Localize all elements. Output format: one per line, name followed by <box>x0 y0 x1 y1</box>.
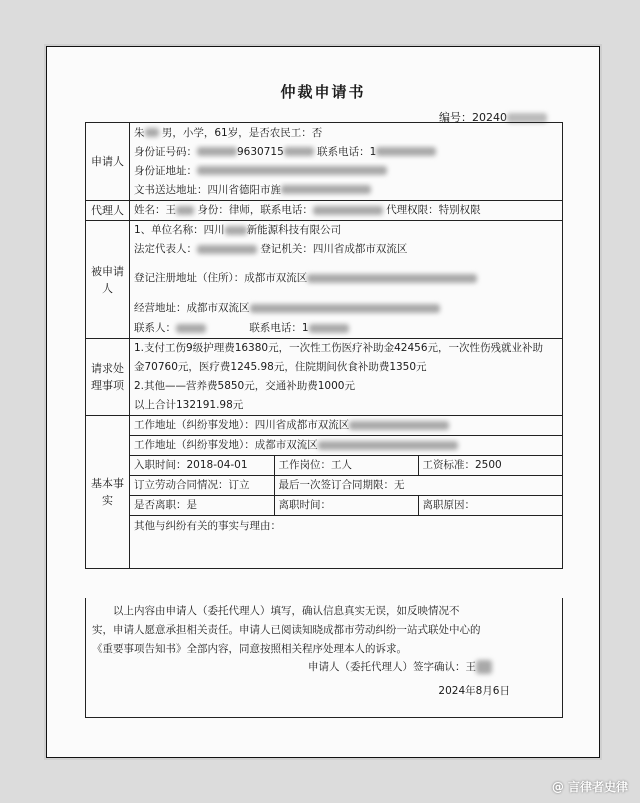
id-number-partial: 9630715 <box>237 145 284 158</box>
work-address-row-2 <box>130 436 562 456</box>
work-address-row-1 <box>130 416 562 436</box>
wage-value: 2500 <box>475 459 502 471</box>
redaction-blur <box>197 147 237 156</box>
legal-rep-label: 法定代表人： <box>134 243 197 255</box>
number-value: 20240 <box>472 111 507 124</box>
work-address-value-1: 四川省成都市双流区 <box>254 419 350 431</box>
position-cell <box>274 456 418 476</box>
redaction-blur <box>250 304 440 313</box>
resigned-cell <box>130 496 274 516</box>
redaction-blur <box>176 206 194 215</box>
redaction-blur <box>309 324 349 333</box>
id-number-label: 身份证号码： <box>134 145 197 158</box>
redaction-blur <box>376 147 436 156</box>
resigned-label: 是否离职： <box>134 499 187 511</box>
delivery-address-value: 四川省德阳市旌 <box>207 183 281 196</box>
registered-address: 登记注册地址（住所）：成都市双流区 <box>134 272 308 284</box>
agent-name: 姓名：王 <box>134 204 176 216</box>
redaction-blur <box>281 185 371 194</box>
business-address: 经营地址：成都市双流区 <box>134 302 250 314</box>
id-address-label: 身份证地址： <box>134 164 197 177</box>
redaction-blur <box>318 441 458 450</box>
contact-phone-partial: 1 <box>301 322 309 334</box>
arbitration-form-table <box>85 122 563 569</box>
agent-authority: 代理权限：特别权限 <box>386 204 481 216</box>
number-label: 编号： <box>439 111 472 124</box>
confirmation-section <box>85 598 563 718</box>
last-contract-value: 无 <box>394 479 405 491</box>
applicant-label: 申请人 <box>86 123 130 201</box>
redaction-blur <box>197 245 257 254</box>
wage-cell <box>418 456 562 476</box>
other-facts-cell <box>130 516 562 568</box>
redaction-blur <box>225 226 247 235</box>
signature-date: 2024年8月6日 <box>438 685 510 697</box>
claim-line-2: 金70760元，医疗费1245.98元，住院期间伙食补助费1350元 <box>134 361 427 373</box>
entry-date-cell <box>130 456 274 476</box>
work-address-value-2: 成都市双流区 <box>254 439 318 451</box>
applicant-phone-label: 联系电话： <box>317 145 370 158</box>
resign-reason-cell <box>418 496 562 516</box>
signature-line <box>308 658 492 677</box>
confirmation-line-1: 以上内容由申请人（委托代理人）填写，确认信息真实无误，如反映情况不 <box>113 605 460 617</box>
resign-time-label: 离职时间： <box>278 499 331 511</box>
position-label: 工作岗位： <box>278 459 331 471</box>
contact-phone-label: 联系电话： <box>249 322 302 334</box>
respondent-info <box>130 221 563 339</box>
claim-line-3: 2.其他——营养费5850元，交通补助费1000元 <box>134 380 355 392</box>
redaction-blur <box>197 166 387 175</box>
entry-date-label: 入职时间： <box>134 459 187 471</box>
watermark: @ 言律者史律 <box>551 780 628 794</box>
applicant-phone-partial: 1 <box>369 145 377 158</box>
delivery-address-label: 文书送达地址： <box>134 183 208 196</box>
confirmation-line-2: 实，申请人愿意承担相关责任。申请人已阅读知晓成都市劳动纠纷一站式联处中心的 <box>92 624 481 636</box>
contract-value: 订立 <box>228 479 250 491</box>
redaction-blur <box>307 274 477 283</box>
other-facts-label: 其他与纠纷有关的事实与理由： <box>134 520 281 532</box>
position-value: 工人 <box>331 459 352 471</box>
document-title: 仲裁申请书 <box>280 83 366 101</box>
work-address-label: 工作地址（纠纷事发地）： <box>134 419 255 431</box>
last-contract-label: 最后一次签订合同期限： <box>278 479 394 491</box>
redaction-blur <box>313 206 383 215</box>
redaction-blur <box>284 147 314 156</box>
redaction-blur <box>349 421 449 430</box>
respondent-label: 被申请人 <box>86 221 130 339</box>
agent-info <box>130 201 563 221</box>
signature-label: 申请人（委托代理人）签字确认： <box>308 661 466 673</box>
facts-label: 基本事实 <box>86 416 130 569</box>
entry-date-value: 2018-04-01 <box>186 459 248 471</box>
facts-table <box>130 416 562 568</box>
resigned-value: 是 <box>186 499 197 511</box>
confirmation-line-3: 《重要事项告知书》全部内容，同意按照相关程序处理本人的诉求。 <box>92 643 407 655</box>
redaction-blur <box>145 128 159 137</box>
agent-label: 代理人 <box>86 201 130 221</box>
signature-value: 王 <box>465 661 476 673</box>
redaction-blur <box>476 660 492 674</box>
claims-label: 请求处理事项 <box>86 339 130 416</box>
claim-total: 以上合计132191.98元 <box>134 399 244 411</box>
redaction-blur <box>176 324 206 333</box>
resign-reason-label: 离职原因： <box>422 499 475 511</box>
work-address-label: 工作地址（纠纷事发地）： <box>134 439 255 451</box>
respondent-company-suffix: 新能源科技有限公司 <box>246 224 342 236</box>
claim-line-1: 1.支付工伤9级护理费16380元，一次性工伤医疗补助金42456元，一次性伤残就业补助 <box>134 342 544 354</box>
wage-label: 工资标准： <box>422 459 475 471</box>
applicant-info <box>130 123 563 201</box>
contract-label: 订立劳动合同情况： <box>134 479 229 491</box>
agent-identity-phone: 身份：律师，联系电话： <box>197 204 313 216</box>
registration-authority: 登记机关：四川省成都市双流区 <box>260 243 408 255</box>
contract-cell <box>130 476 274 496</box>
applicant-name-prefix: 朱 <box>134 126 145 139</box>
applicant-basic-info: 男，小学，61岁，是否农民工：否 <box>161 126 323 139</box>
facts-info <box>130 416 563 569</box>
respondent-company-prefix: 1、单位名称：四川 <box>134 224 225 236</box>
last-contract-cell <box>274 476 562 496</box>
claims-info <box>130 339 563 416</box>
contact-person-label: 联系人： <box>134 322 176 334</box>
resign-time-cell <box>274 496 418 516</box>
document-page <box>46 46 600 758</box>
